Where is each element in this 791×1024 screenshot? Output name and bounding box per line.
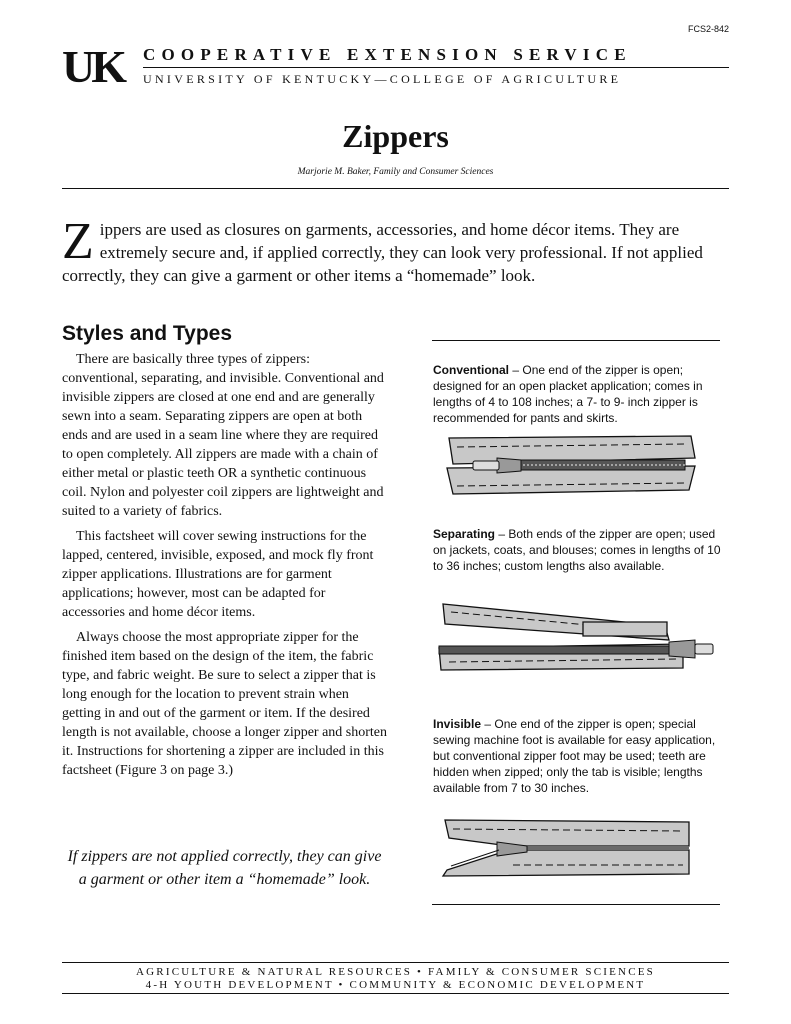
drop-cap: Z (62, 213, 94, 270)
uk-logo-text: UK (62, 44, 123, 88)
conventional-zipper-illustration (433, 432, 698, 496)
author-line: Marjorie M. Baker, Family and Consumer Sciences (297, 167, 494, 177)
separating-label: Separating (433, 527, 496, 541)
title-rule (62, 188, 729, 189)
conventional-label: Conventional (433, 363, 510, 377)
body-paragraph-1: There are basically three types of zippers: conventional, separating, and invisible. Conventional and invisible zippers are closed at one end and are generally sewn into a seam. Separating zippers are open at both ends and are used in a seam line where they are required to open completely. All zippers are made with a chain of either metal or plastic teeth OR a synthetic continuous coil. Nylon and polyester coil zippers are lightweight and suited to a variety of fabrics. (62, 352, 384, 519)
university-name: UNIVERSITY OF KENTUCKY—COLLEGE OF AGRICULTURE (143, 72, 622, 86)
pull-quote: If zippers are not applied correctly, they can give a garment or other item a “homemade” look. (67, 848, 382, 888)
invisible-text: – One end of the zipper is open; special sewing machine foot is available for easy application, but conventional zipper foot may be used; teeth are hidden when zipped; only the tab is visible; lengths available from 7 to 30 inches. (433, 717, 716, 795)
intro-text: ippers are used as closures on garments, accessories, and home décor items. They are extremely secure and, if applied correctly, they can look very professional. If not applied correctly, they can give a garment or other items a “homemade” look. (62, 220, 703, 285)
uk-logo (62, 44, 138, 88)
invisible-label: Invisible (433, 717, 482, 731)
footer-bottom-rule (62, 993, 729, 994)
separating-zipper-illustration (433, 596, 718, 672)
section-heading: Styles and Types (62, 322, 233, 345)
body-paragraph-2: This factsheet will cover sewing instructions for the lapped, centered, invisible, exposed, and mock fly front zipper applications. Illustrations are for garment applications; however, most can be adapted for accessories and home décor items. (62, 529, 374, 620)
page-title: Zippers (342, 118, 449, 154)
footer-line-2: 4-H YOUTH DEVELOPMENT • COMMUNITY & ECONOMIC DEVELOPMENT (145, 979, 646, 991)
publication-code: FCS2-842 (687, 24, 729, 34)
footer-top-rule (62, 962, 729, 963)
service-name: COOPERATIVE EXTENSION SERVICE (143, 45, 632, 64)
separating-description (433, 526, 723, 574)
conventional-text: – One end of the zipper is open; designed for an open placket application; comes in lengths of 4 to 108 inches; a 7- to 9- inch zipper is recommended for pants and skirts. (433, 363, 703, 425)
section-body (62, 350, 387, 786)
right-column-top-rule (432, 340, 720, 341)
intro-paragraph (62, 213, 730, 287)
header-rule (143, 67, 729, 68)
separating-text: – Both ends of the zipper are open; used on jackets, coats, and blouses; comes in lengths of 10 to 36 inches; custom lengths also available. (433, 527, 721, 573)
body-paragraph-3: Always choose the most appropriate zipper for the finished item based on the design of the item, the fabric type, and fabric weight. Be sure to select a zipper that is long enough for the location to prevent strain when getting in and out of the garment or item. If the desired length is not available, choose a longer zipper and shorten it. Instructions for shortening a zipper are included in this factsheet (Figure 3 on page 3.) (62, 630, 388, 778)
right-column-bottom-rule (432, 904, 720, 905)
footer-line-1: AGRICULTURE & NATURAL RESOURCES • FAMILY & CONSUMER SCIENCES (136, 966, 655, 978)
invisible-zipper-illustration (433, 816, 698, 880)
invisible-description (433, 716, 723, 796)
conventional-description (433, 362, 723, 426)
